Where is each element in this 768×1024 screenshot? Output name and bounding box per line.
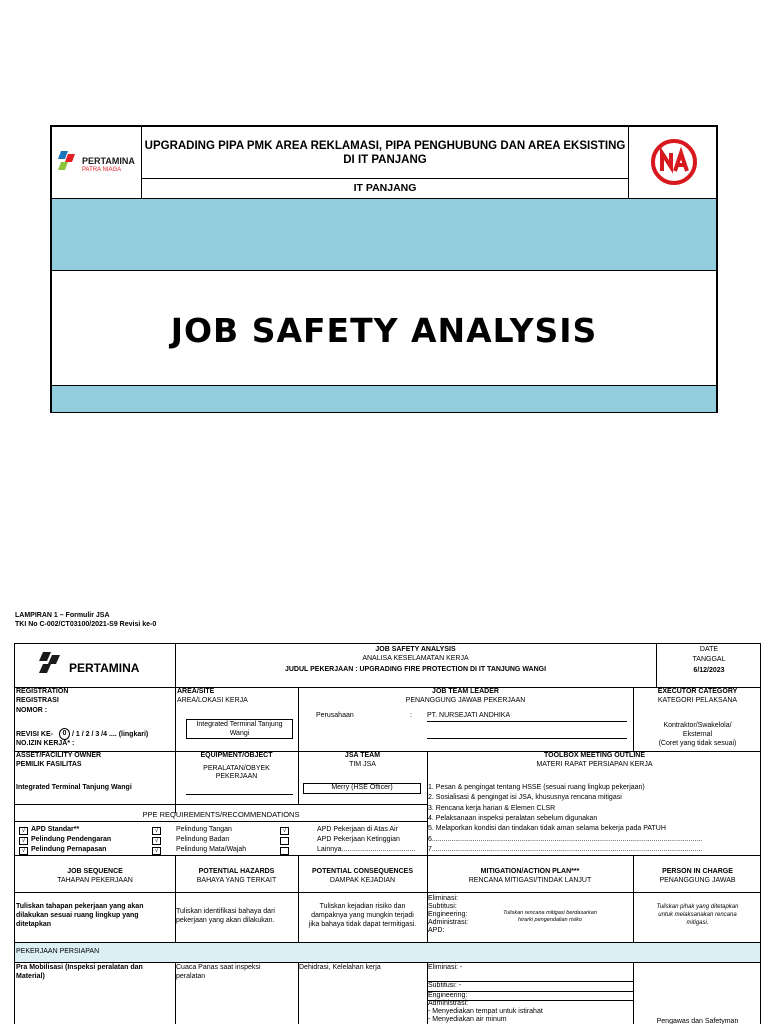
vline-section-cover3: [427, 943, 428, 962]
reg-nolzin: NO.IZIN KERJA* :: [16, 740, 75, 747]
ppe-check-9[interactable]: [280, 847, 289, 855]
cover-title-band: [52, 271, 716, 385]
col-seq2: TAHAPAN PEKERJAAN: [57, 877, 133, 884]
cover-title: JOB SAFETY ANALYSIS: [170, 311, 598, 350]
ppe-col2-2: Pelindung Badan: [176, 836, 230, 843]
row1-mit-2: Subtitusi: -: [428, 982, 462, 989]
col-mit1: MITIGATION/ACTION PLAN***: [480, 868, 580, 875]
ppe-check-1[interactable]: √: [19, 827, 28, 835]
guide-con-3: jika bahaya tidak dapat termitigasi.: [308, 921, 417, 928]
vline-section-cover2: [298, 943, 299, 962]
ppe-col1-3: Pelindung Pernapasan: [31, 846, 107, 853]
guide-mit-4: Administrasi:: [428, 919, 469, 926]
area-value2: Wangi: [229, 730, 250, 737]
ppe-check-2[interactable]: √: [19, 837, 28, 845]
leader-underline2: [427, 738, 627, 739]
col-mit2: RENCANA MITIGASI/TINDAK LANJUT: [468, 877, 592, 884]
guide-mit-note-2: hirarki pengendalian risiko: [518, 917, 582, 923]
reg-label1: REGISTRATION: [16, 688, 69, 695]
guide-seq-3: ditetapkan: [16, 921, 52, 928]
form-logo-name: PERTAMINA: [69, 661, 140, 675]
guide-con-1: Tuliskan kejadian risiko dan: [319, 903, 406, 910]
guide-haz-2: pekerjaan yang akan dilakukan.: [176, 917, 275, 924]
leader-label2: PENANGGUNG JAWAB PEKERJAAN: [405, 697, 526, 704]
ppe-title: PPE REQUIREMENTS/RECOMMENDATIONS: [142, 810, 300, 819]
reg-revisi-opts: / 1 / 2 / 3 /4 .... (lingkari): [72, 731, 149, 738]
ppe-check-6[interactable]: √: [152, 847, 161, 855]
equip-label1: EQUIPMENT/OBJECT: [200, 752, 273, 759]
ppe-col3-3: Lainnya......................................: [317, 846, 416, 853]
row1-seq-2: Material): [16, 973, 45, 980]
row1-haz-1: Cuaca Panas saat inspeksi: [176, 964, 261, 971]
pertamina-logo-icon: [56, 151, 78, 173]
guide-pic-3: mitigasi.: [686, 920, 709, 926]
date-value: 6/12/2023: [693, 667, 725, 674]
row1-seq-1: Pra Mobilisasi (Inspeksi peralatan dan: [16, 964, 143, 971]
col-seq1: JOB SEQUENCE: [67, 868, 123, 875]
col-con2: DAMPAK KEJADIAN: [329, 877, 396, 884]
date-label: DATE: [699, 646, 719, 653]
row1-haz-2: peralatan: [176, 973, 206, 980]
toolbox-item-2: 2. Sosialisasi & pengingat isi JSA, khususnya rencana mitigasi: [428, 794, 622, 801]
cover-divider: [142, 178, 628, 179]
equip-underline: [186, 794, 293, 795]
exec-opt1: Kontraktor/Swakelola/: [663, 722, 732, 729]
guide-haz-1: Tuliskan identifikasi bahaya dari: [176, 908, 275, 915]
asset-label2: PEMILIK FASILITAS: [16, 761, 82, 768]
cover-logo-name: PERTAMINA: [82, 156, 135, 166]
revisi-circle-value: 0: [62, 730, 67, 737]
guide-mit-note-1: Tuliskan rencana mitigasi berdasarkan: [503, 910, 597, 916]
toolbox-item-5: 5. Melaporkan kondisi dan tindakan tidak aman selama bekerja pada PATUH: [428, 825, 666, 832]
guide-mit-2: Subtitusi:: [428, 903, 457, 910]
ppe-col2-3: Pelindung Mata/Wajah: [176, 846, 247, 853]
na-logo-icon: [650, 138, 698, 186]
vline-section-cover4: [633, 943, 634, 962]
jsa-team-label1: JSA TEAM: [344, 752, 381, 759]
cover-location: IT PANJANG: [353, 182, 417, 194]
jsa-team-value: Merry (HSE Officer): [331, 784, 393, 791]
row1-mit-5: - Menyediakan tempat untuk istirahat: [428, 1008, 543, 1015]
asset-label1: ASSET/FACILITY OWNER: [16, 752, 102, 759]
cover-right-logo-cell: [628, 127, 718, 198]
row1-mit-6: - Menyediakan air minum: [428, 1016, 507, 1023]
date-label2: TANGGAL: [692, 656, 726, 663]
leader-underline1: [427, 721, 627, 722]
toolbox-item-6: 6...........................................................................................................................................: [428, 836, 703, 843]
ppe-check-4[interactable]: √: [152, 827, 161, 835]
leader-label1: JOB TEAM LEADER: [432, 688, 499, 695]
col-haz2: BAHAYA YANG TERKAIT: [196, 877, 277, 884]
equip-label2: PERALATAN/OBYEK: [203, 765, 270, 772]
row1-pic: Pengawas dan Safetyman: [656, 1018, 739, 1024]
exec-label2: KATEGORI PELAKSANA: [657, 697, 738, 704]
vline-section-cover: [175, 943, 176, 962]
jsa-form: [14, 643, 761, 1024]
header-judul: JUDUL PEKERJAAN : UPGRADING FIRE PROTECTION DI IT TANJUNG WANGI: [284, 666, 547, 673]
toolbox-label2: MATERI RAPAT PERSIAPAN KERJA: [536, 761, 653, 768]
area-value1: Integrated Terminal Tanjung: [196, 721, 283, 728]
reg-nomor: NOMOR :: [16, 707, 48, 714]
ppe-check-3[interactable]: √: [19, 847, 28, 855]
cover-block: [50, 125, 718, 413]
ppe-col2-1: Pelindung Tangan: [176, 826, 232, 833]
reg-label2: REGISTRASI: [16, 697, 59, 704]
cover-project-line1: UPGRADING PIPA PMK AREA REKLAMASI, PIPA PENGHUBUNG DAN AREA EKSISTING: [144, 140, 626, 152]
equip-label3: PEKERJAAN: [215, 773, 258, 780]
exec-label1: EXECUTOR CATEGORY: [657, 688, 738, 695]
exec-opt2: Eksternal: [682, 731, 713, 738]
toolbox-item-7: 7...........................................................................................................................................: [428, 846, 703, 853]
ppe-col3-2: APD Pekerjaan Ketinggian: [317, 836, 400, 843]
guide-seq-2: dilakukan sesuai ruang lingkup yang: [16, 912, 139, 919]
toolbox-label1: TOOLBOX MEETING OUTLINE: [544, 752, 645, 759]
toolbox-item-4: 4. Pelaksanaan inspeksi peralatan sebelum digunakan: [428, 815, 598, 822]
tki-label: TKI No C-002/CT03100/2021-S9 Revisi ke-0: [15, 621, 157, 628]
leader-perusahaan: Perusahaan: [316, 712, 354, 719]
col-haz1: POTENTIAL HAZARDS: [198, 868, 275, 875]
ppe-col1-2: Pelindung Pendengaran: [31, 836, 112, 843]
guide-seq-1: Tuliskan tahapan pekerjaan yang akan: [16, 903, 144, 910]
ppe-col3-1: APD Pekerjaan di Atas Air: [317, 826, 398, 833]
vline-ppe: [427, 751, 428, 855]
guide-pic-1: Tuliskan pihak yang ditetapkan: [656, 904, 739, 910]
cover-band-bottom: [52, 385, 716, 412]
ppe-col1-1: APD Standar**: [31, 826, 80, 833]
toolbox-item-3: 3. Rencana kerja harian & Elemen CLSR: [428, 805, 556, 812]
ppe-check-7[interactable]: √: [280, 827, 289, 835]
header-subtitle: ANALISA KESELAMATAN KERJA: [362, 655, 469, 662]
asset-value: Integrated Terminal Tanjung Wangi: [16, 784, 132, 791]
lampiran-label: LAMPIRAN 1 – Formulir JSA: [15, 612, 110, 619]
ppe-check-8[interactable]: [280, 837, 289, 845]
vline-col1: [175, 687, 176, 813]
area-label1: AREA/SITE: [177, 688, 215, 695]
cover-band-top: [52, 199, 716, 271]
col-pic2: PENANGGUNG JAWAB: [659, 877, 736, 884]
hline-ppe: [15, 821, 427, 822]
guide-con-2: dampaknya yang mungkin terjadi: [311, 912, 414, 919]
cover-logo-sub: PATRA NIAGA: [82, 167, 122, 173]
cover-project-line2: DI IT PANJANG: [343, 154, 427, 166]
leader-colon: :: [410, 712, 412, 719]
guide-mit-5: APD:: [428, 927, 445, 934]
guide-pic-2: untuk melaksanakan rencana: [658, 912, 737, 918]
jsa-team-label2: TIM JSA: [349, 761, 376, 768]
guide-mit-1: Eliminasi:: [428, 895, 458, 902]
section-heading-band: [15, 943, 761, 962]
row1-con: Dehidrasi, Kelelahan kerja: [299, 964, 381, 971]
hline-asset: [15, 804, 427, 805]
col-pic1: PERSON IN CHARGE: [662, 868, 733, 875]
exec-note: (Coret yang tidak sesuai): [658, 740, 737, 747]
toolbox-item-1: 1. Pesan & pengingat tentang HSSE (sesuai ruang lingkup pekerjaan): [428, 784, 645, 791]
form-pertamina-logo-icon: [37, 652, 65, 676]
ppe-check-5[interactable]: √: [152, 837, 161, 845]
cover-project-title: [142, 139, 628, 167]
area-label2: AREA/LOKASI KERJA: [177, 697, 248, 704]
hline-colhead: [15, 892, 761, 893]
revisi-circle: [59, 728, 70, 740]
cover-logo-cell: [52, 127, 142, 198]
reg-revisi: REVISI KE-: [16, 731, 53, 738]
section-heading: PEKERJAAN PERSIAPAN: [16, 948, 100, 955]
hline-ppe-bottom: [15, 855, 761, 856]
row1-pic-top: [633, 962, 761, 963]
col-con1: POTENTIAL CONSEQUENCES: [312, 868, 413, 875]
leader-value: PT. NURSEJATI ANDHIKA: [427, 712, 511, 719]
row1-mit-3: Engineering:: [428, 992, 468, 999]
row1-mit-1: Eliminasi: -: [428, 964, 463, 971]
row1-mit-4: Administrasi:: [428, 1000, 469, 1007]
guide-mit-3: Engineering:: [428, 911, 468, 918]
header-title: JOB SAFETY ANALYSIS: [375, 646, 456, 653]
